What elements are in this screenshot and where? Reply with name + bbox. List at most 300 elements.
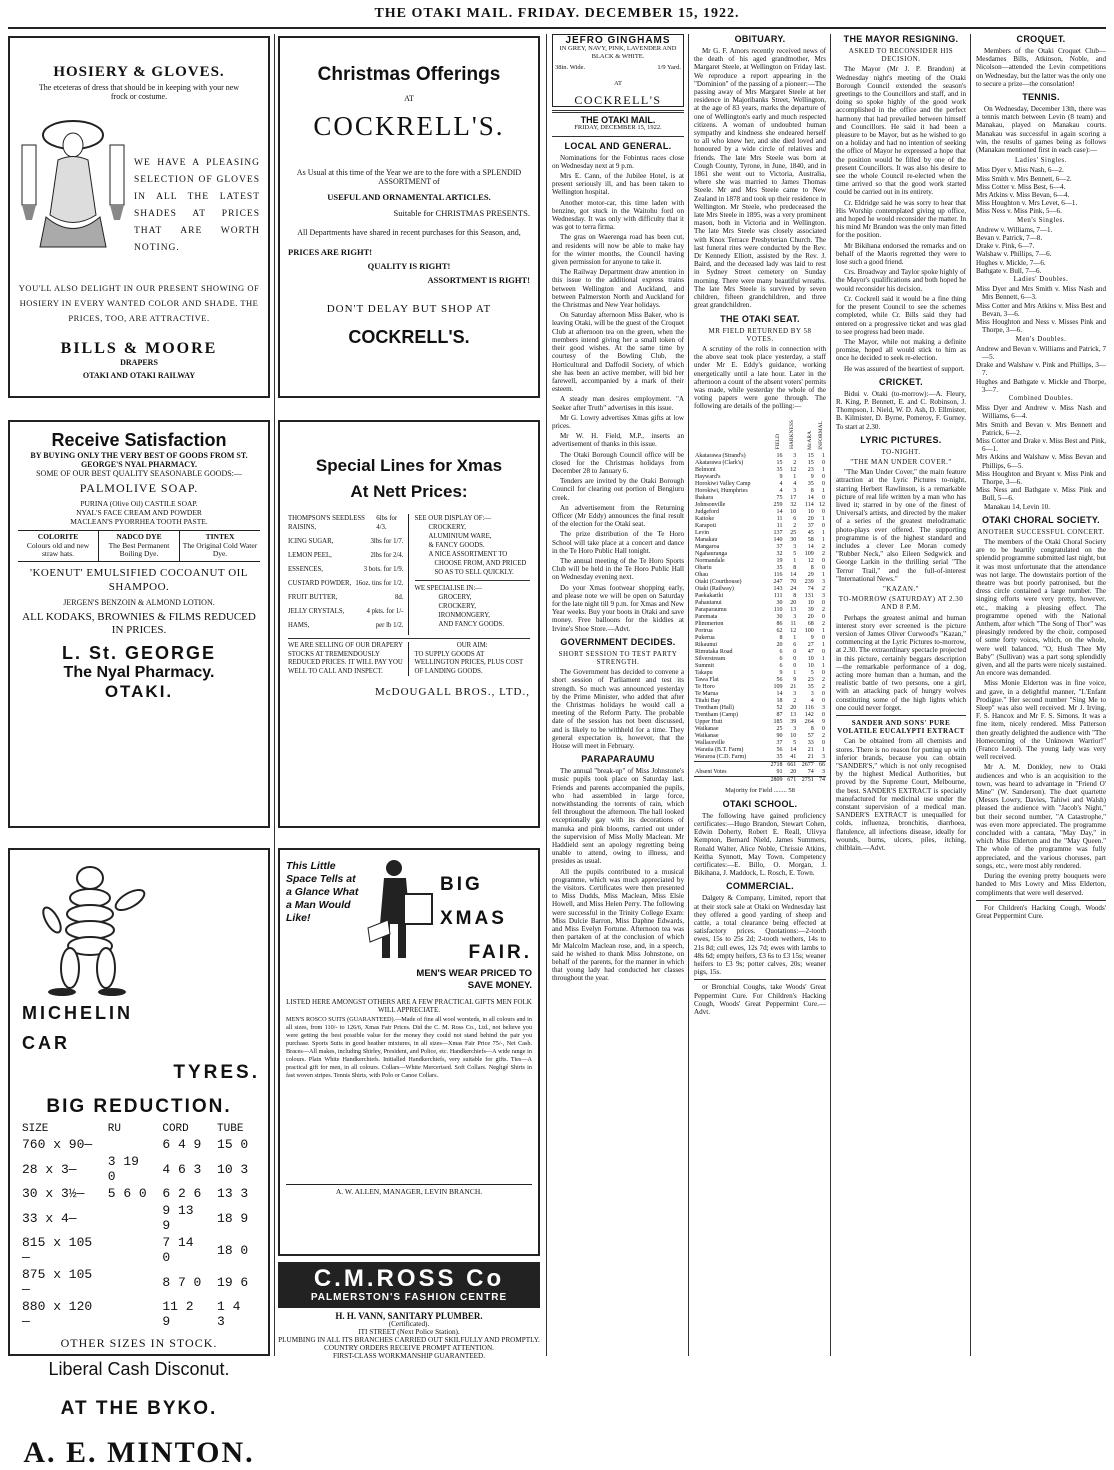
article-paragraph: On Saturday afternoon Miss Baker, who is leaving Otaki, will be the guest of the Croquet Club at afternoon tea on the green, when the members intend giving her a small token of their good wishes. At the same time by courtesy of the Bowling Club, the Horticultural and Daffodil Society, of which she has been an active member, will bid her farewell, accompanied by a mark of their esteem. xyxy=(552,311,684,394)
mens-wear: MEN'S WEAR PRICED TO SAVE MONEY. xyxy=(416,968,532,991)
price-cell: 875 x 105— xyxy=(22,1267,93,1297)
liberal-cash: Liberal Cash Disconut. xyxy=(48,1359,230,1379)
polling-cell: 3 xyxy=(822,753,825,760)
at-the-byko: AT THE BYKO. xyxy=(60,1398,218,1419)
price-cell: 18 0 xyxy=(217,1242,249,1258)
special-lines-ad xyxy=(278,420,540,828)
polling-cell: 56 xyxy=(776,676,783,683)
lady-illustration xyxy=(18,105,128,255)
polling-cell: 35 xyxy=(807,480,814,487)
special-item-name: THOMPSON'S SEEDLESS RAISINS, xyxy=(288,515,365,531)
polling-cell: 8 xyxy=(810,725,814,732)
polling-cell: 2 xyxy=(822,585,825,592)
special-item xyxy=(288,514,404,532)
polling-cell: 15 xyxy=(807,459,814,466)
local-paras xyxy=(552,154,684,633)
st-george: L. St. GEORGE xyxy=(61,642,216,663)
christmas-intro: As Usual at this time of the Year we are to the fore with a SPLENDID ASSORTMENT of xyxy=(296,168,522,186)
local-general-heading: LOCAL AND GENERAL. xyxy=(564,140,672,151)
polling-cell: 66 xyxy=(815,761,826,769)
article-paragraph: Mr Bikihana endorsed the remarks and on behalf of the Maoris regretted they were to lose such a good friend. xyxy=(836,241,966,267)
polling-cell: 8 xyxy=(793,592,797,599)
special-item-name: ESSENCES, xyxy=(288,566,323,573)
polling-cell: 0 xyxy=(793,648,797,655)
polling-cell: 15 xyxy=(776,459,783,466)
polling-cell: 32 xyxy=(776,550,783,557)
polling-cell: 37 xyxy=(807,522,814,529)
price-cell: 1 4 3 xyxy=(217,1299,241,1329)
polling-cell: Belmont xyxy=(695,466,716,473)
polling-cell: Ohariu xyxy=(695,564,712,571)
paper-name: THE OTAKI MAIL. xyxy=(580,115,656,126)
polling-row xyxy=(694,769,826,777)
price-cell: 11 2 9 xyxy=(162,1299,194,1329)
polling-cell: 109 xyxy=(773,683,783,690)
price-cell: 7 14 0 xyxy=(162,1235,194,1265)
polling-cell: 20 xyxy=(790,704,797,711)
article-paragraph: Cr. Cockrell said it would be a fine thing for the present Council to see the schemes completed, while Cr. Bills said they had entered on a progressive ticket and was glad to see progress had been made. xyxy=(836,294,966,336)
polling-row xyxy=(694,488,826,495)
polling-cell: 140 xyxy=(773,536,783,543)
polling-cell: 2 xyxy=(822,676,825,683)
polling-cell: 1 xyxy=(822,487,825,494)
polling-cell: 20 xyxy=(807,613,814,620)
polling-cell: 14 xyxy=(790,746,797,753)
fair-body: MEN'S ROSCO SUITS (GUARANTEED).—Made of fine all wool worsteds, in all colours and in all sizes, from 110/- to 126/6, Xmas Fair Prices. Did the C. M. Ross Co., Ltd., not believe you were getting the best possible value for the money they could not stand behind the pair you purchase. Sports Suits in good heather mixtures, in all sizes—Xmas Fair Price 75/-, Net Cash. Braces—All makes, including Shirley, President, and Police, etc. Handkerchiefs—A wide range in colours. Plain White Handkerchiefs. Initialled Handkerchiefs, very suitable for gifts. Ties—A practical gift for men, in all colours. Collars—White Mercerised. Soft Collars. Negligé Shirts in fast woven stripes. Tennis Shirts, with Polo or Canoe Collars. xyxy=(286,1016,532,1079)
dye-tintex: TINTEX The Original Cold Water Dye. xyxy=(182,532,258,558)
fair-manager: A. W. ALLEN, MANAGER, LEVIN BRANCH. xyxy=(286,1184,532,1196)
special-item xyxy=(288,621,404,630)
column-1 xyxy=(548,34,688,1356)
combined-doubles-heading: Combined Doubles. xyxy=(1008,393,1074,402)
polling-cell: 8 xyxy=(810,487,814,494)
polling-row xyxy=(694,628,826,635)
polling-cell: Plimmerton xyxy=(695,620,724,627)
column-4 xyxy=(972,34,1110,1356)
tennis-heading: TENNIS. xyxy=(1022,92,1060,103)
polling-cell: 2 xyxy=(822,543,825,550)
polling-cell: Te Horo xyxy=(695,683,715,690)
combined-doubles-list xyxy=(976,404,1106,502)
article-paragraph: During the evening pretty bouquets were handed to Mrs Lowry and Miss Elderton, compliments that were well deserved. xyxy=(976,872,1106,897)
match-result: Drake v. Pink, 6—7. xyxy=(976,242,1035,251)
jefro-wide: 38in. Wide. xyxy=(555,63,586,71)
michelin-price-table xyxy=(18,1122,260,1330)
polling-cell: 16 xyxy=(776,452,783,459)
polling-cell: 17 xyxy=(790,494,797,501)
listed-here: LISTED HERE AMONGST OTHERS ARE A FEW PRACTICAL GIFTS MEN FOLK WILL APPRECIATE. xyxy=(286,998,532,1014)
majority: Majority for Field ........ 58 xyxy=(725,786,795,794)
polling-row xyxy=(694,740,826,747)
christmas-quality: QUALITY IS RIGHT! xyxy=(367,261,451,271)
polling-cell: Rikaunui xyxy=(695,641,717,648)
christmas-at: AT xyxy=(404,94,414,103)
hosiery-delight: YOU'LL ALSO DELIGHT IN OUR PRESENT SHOWING OF HOSIERY IN EVERY WANTED COLOR AND SHADE. THE PRICES, TOO, ARE ATTRACTIVE. xyxy=(18,283,260,323)
special-item-price: 3lbs for 1/7. xyxy=(370,538,404,545)
lyric-para: "The Man Under Cover," the main feature attraction at the Lyric Pictures to-night, starring Herbert Rawlinson, is a remarkable picture of real life written by a man who has lived it; starred in by one of the finest of Universal's artists, and directed by the maker of a series of the greatest melodramatic photo-plays ever offered. The supporting programme is of the highest standard and includes a clever Lee Moran comedy "Rubber Neck," also Eileen Sedgwick and George Larkin in the thrilling serial "The Terror Trail," and the full-of-interest "International News." xyxy=(836,468,966,583)
polling-cell: 3 xyxy=(793,725,797,732)
polling-cell: 0 xyxy=(822,564,825,571)
match-result: Miss Dyer and Mrs Smith v. Miss Nash and Mrs Bennett, 6—3. xyxy=(976,285,1106,302)
article-paragraph: Mr G. Lowry advertises Xmas gifts at low prices. xyxy=(552,413,684,430)
article-paragraph: The gras on Waerenga road has been cut, and residents will now be able to make hay for the winter months, the Council having given permission for anyone to take it. xyxy=(552,233,684,267)
polling-cell: 0 xyxy=(822,669,825,676)
polling-cell: 6 xyxy=(793,641,797,648)
special-item-name: JELLY CRYSTALS, xyxy=(288,608,345,615)
polling-cell: 111 xyxy=(773,592,783,599)
polling-cell: 35 xyxy=(776,564,783,571)
polling-cell: 74 xyxy=(815,776,826,784)
polling-cell: 3 xyxy=(810,690,814,697)
polling-cell: 37 xyxy=(776,739,783,746)
polling-cell: Upper Hutt xyxy=(695,718,723,725)
polling-row xyxy=(694,565,826,572)
polling-cell: 143 xyxy=(773,585,783,592)
polling-cell: 116 xyxy=(804,704,814,711)
polling-cell: 0 xyxy=(822,459,825,466)
polling-cell: 0 xyxy=(822,739,825,746)
special-items xyxy=(288,514,409,635)
polling-cell: 33 xyxy=(807,739,814,746)
polling-cell: Johnsonville xyxy=(695,501,726,508)
obituary-heading: OBITUARY. xyxy=(734,34,786,44)
christmas-delay: DON'T DELAY BUT SHOP AT xyxy=(326,303,492,315)
price-cell: 4 6 3 xyxy=(162,1161,202,1177)
polling-row xyxy=(694,719,826,726)
special-item xyxy=(288,579,404,588)
school-heading: OTAKI SCHOOL. xyxy=(722,798,798,809)
polling-cell: 1 xyxy=(822,515,825,522)
fair-fair: FAIR. xyxy=(468,942,532,963)
polling-cell: Pukerua xyxy=(695,634,715,641)
polling-cell: 11 xyxy=(790,620,797,627)
polling-cell: 25 xyxy=(790,529,797,536)
polling-cell: 2809 xyxy=(766,776,784,784)
polling-cell: 8 xyxy=(793,564,797,571)
polling-cell: 4 xyxy=(779,487,783,494)
croquet-heading: CROQUET. xyxy=(1016,34,1066,44)
special-item-price: 6lbs for 4/3. xyxy=(376,515,398,531)
polling-cell: 62 xyxy=(776,627,783,634)
polling-cell: 2 xyxy=(822,732,825,739)
polling-cell: 14 xyxy=(790,571,797,578)
polling-cell: 14 xyxy=(807,543,814,550)
polling-row xyxy=(694,684,826,691)
polling-cell: 10 xyxy=(790,732,797,739)
mens-doubles-list xyxy=(976,345,1106,394)
polling-cell: 21 xyxy=(807,753,814,760)
polling-cell: 1 xyxy=(822,529,825,536)
polling-cell: 0 xyxy=(822,473,825,480)
polling-cell xyxy=(694,776,766,784)
sanders-heading: SANDER AND SONS' PURE VOLATILE EUCALYPTI EXTRACT xyxy=(837,719,965,736)
price-cell: 33 x 4— xyxy=(22,1210,77,1226)
polling-cell: 6 xyxy=(779,655,783,662)
polling-row xyxy=(694,698,826,705)
special-item-name: LEMON PEEL, xyxy=(288,552,332,559)
christmas-shop: COCKRELL'S. xyxy=(313,111,505,141)
ae-minton: A. E. MINTON. xyxy=(23,1436,255,1469)
hosiery-subtitle: The etceteras of dress that should be in keeping with your new frock or costume. xyxy=(38,83,240,101)
man-under-cover: "THE MAN UNDER COVER." xyxy=(850,457,952,466)
ross-logo: C.M.ROSS Co xyxy=(313,1265,505,1292)
special-item-name: HAMS, xyxy=(288,622,310,629)
price-cell: 6 4 9 xyxy=(162,1137,202,1152)
polling-row xyxy=(694,670,826,677)
michelin-tyres: TYRES. xyxy=(173,1062,260,1083)
polling-row xyxy=(694,607,826,614)
polling-row xyxy=(694,747,826,754)
price-cell: 13 3 xyxy=(217,1186,249,1201)
polling-cell: 3 xyxy=(793,452,797,459)
price-cell: 5 6 0 xyxy=(107,1186,147,1201)
polling-row xyxy=(694,530,826,537)
hosiery-place: OTAKI AND OTAKI RAILWAY xyxy=(82,371,196,380)
polling-cell: 0 xyxy=(822,648,825,655)
polling-cell: Paremata xyxy=(695,613,718,620)
polling-cell: 0 xyxy=(822,690,825,697)
polling-cell: 8 xyxy=(779,634,783,641)
price-cell xyxy=(104,1234,159,1266)
polling-cell: 4 xyxy=(793,480,797,487)
polling-row xyxy=(694,691,826,698)
polling-cell: 12 xyxy=(790,627,797,634)
polling-cell: 1 xyxy=(822,662,825,669)
bills-moore: BILLS & MOORE xyxy=(60,340,218,357)
polling-cell: Wallaceville xyxy=(695,739,725,746)
article-paragraph: All the pupils contributed to a musical programme, which was much appreciated by the visitors. Certificates were then presented to Miss Dudds, Miss Maclean, Miss Elsie Howell, and Miss Helen Perry. The following were successful in the Trinity College Exam: Miss Dulcie Barron, Miss Daphne Edwards, and Miss Evelyn Fortune. Afternoon tea was then partaken of at the conclusion of which Mr Malcolm Maclean rose, and, in a speech, said he wished to thank Miss Johnstone, on behalf of the parents, for the manner in which that young lady had conducted her classes throughout the year. xyxy=(552,867,684,983)
polling-cell: 0 xyxy=(822,697,825,704)
polling-cell: 37 xyxy=(776,543,783,550)
polling-cell: 1 xyxy=(822,627,825,634)
palmolive: PALMOLIVE SOAP. xyxy=(79,481,199,495)
vann-l1: PLUMBING IN ALL ITS BRANCHES CARRIED OUT SKILFULLY AND PROMPTLY. xyxy=(278,1336,540,1344)
polling-row xyxy=(694,677,826,684)
match-result: Andrew and Bevan v. Williams and Patrick, 7—5. xyxy=(976,344,1106,361)
polling-row xyxy=(694,614,826,621)
polling-cell: 0 xyxy=(793,662,797,669)
receive-l3: PURINA (Olive Oil) CASTILE SOAP. xyxy=(80,499,198,508)
polling-cell: 1 xyxy=(822,466,825,473)
special-display xyxy=(415,523,531,577)
ladies-singles-list xyxy=(976,166,1106,215)
polling-cell: Absent Votes xyxy=(695,768,727,775)
display-title: SEE OUR DISPLAY OF:— xyxy=(414,515,492,522)
display-item: A NICE ASSORTMENT TO CHOOSE FROM, AND PRICED SO AS TO SELL QUICKLY. xyxy=(428,551,527,576)
display-item: ALUMINIUM WARE, xyxy=(428,533,492,540)
price-cell xyxy=(104,1202,159,1234)
price-row xyxy=(18,1266,260,1298)
polling-cell: Rimutaka Road xyxy=(695,648,733,655)
polling-cell: 661 xyxy=(783,761,797,769)
polling-cell: 0 xyxy=(822,557,825,564)
match-result: Miss Ness and Bathgate v. Miss Pink and Bull, 5—6. xyxy=(976,486,1106,503)
christmas-depts: All Departments have shared in recent purchases for this Season, and, xyxy=(297,228,521,237)
mayor-paras xyxy=(836,65,966,372)
michelin-ad xyxy=(8,848,270,1469)
match-result: Miss Houghton v. Mrs Levet, 6—1. xyxy=(976,199,1078,208)
polling-cell: Ngahauranga xyxy=(695,550,727,557)
polling-row xyxy=(694,726,826,733)
mens-doubles-heading: Men's Doubles. xyxy=(1015,334,1067,343)
polling-cell: 0 xyxy=(822,494,825,501)
polling-cell: 19 xyxy=(776,557,783,564)
tennis-para: On Wednesday, December 13th, there was a tennis match between Levin (8 team) and Manakau, played on Manakau courts. Manakau was successful in again scoring a win, the results of games being as follows (Manakau mentioned first in each case):— xyxy=(976,105,1106,155)
polling-cell: 6 xyxy=(793,515,797,522)
polling-cell: Judgeford xyxy=(695,508,719,515)
polling-cell: Paraparaumu xyxy=(695,606,727,613)
polling-cell: 2 xyxy=(793,697,797,704)
masthead: THE OTAKI MAIL. FRIDAY. DECEMBER 15, 1922. xyxy=(374,6,740,21)
polling-cell: 12 xyxy=(807,557,814,564)
nyal-pharmacy: The Nyal Pharmacy. xyxy=(63,663,215,681)
polling-cell: 2 xyxy=(793,459,797,466)
polling-cell: 20 xyxy=(776,641,783,648)
polling-cell: 21 xyxy=(790,683,797,690)
polling-cell: 30 xyxy=(776,613,783,620)
mayor-sub: ASKED TO RECONSIDER HIS DECISION. xyxy=(848,47,954,64)
polling-cell: 12 xyxy=(819,501,825,508)
polling-cell: 0 xyxy=(822,613,825,620)
article-paragraph: Mrs E. Cann, of the Jubilee Hotel, is at present seriously ill, and has been taken to Wellington hospital. xyxy=(552,172,684,197)
polling-cell xyxy=(694,761,766,769)
polling-cell: 30 xyxy=(776,599,783,606)
polling-cell: Otaki (Railway) xyxy=(695,585,734,592)
seat-heading: THE OTAKI SEAT. xyxy=(720,313,800,324)
polling-cell: 9 xyxy=(822,718,825,725)
polling-row xyxy=(694,558,826,565)
polling-cell: 114 xyxy=(804,501,814,508)
michelin-title: MICHELIN CAR xyxy=(22,1003,133,1053)
polling-cell: Porirua xyxy=(695,627,713,634)
polling-cell: 86 xyxy=(776,620,783,627)
price-row xyxy=(18,1298,260,1330)
polling-row xyxy=(694,754,826,762)
match-result: Miss Dyer v. Miss Nash, 6—2. xyxy=(976,166,1064,175)
receive-satisfaction-ad xyxy=(8,420,270,828)
specialise-item: IRONMONGERY, xyxy=(438,612,490,619)
special-item xyxy=(288,565,404,574)
polling-cell: Trentham (Hall) xyxy=(695,704,734,711)
polling-cell: 25 xyxy=(776,725,783,732)
price-cell: 9 13 9 xyxy=(162,1203,194,1233)
match-result: Miss Houghton and Bryant v. Miss Pink and Thorpe, 3—6. xyxy=(976,469,1106,486)
article-paragraph: A steady man desires employment. "A Seeker after Truth" advertises in this issue. xyxy=(552,395,684,412)
polling-row xyxy=(694,593,826,600)
price-cell xyxy=(104,1298,159,1330)
price-cell: 18 9 xyxy=(217,1210,249,1226)
article-paragraph: Nominations for the Fobintus races close on Wednesday next at 9 p.m. xyxy=(552,153,684,170)
special-item-price: 2lbs for 2/4. xyxy=(370,552,404,559)
polling-cell: Summit xyxy=(695,662,715,669)
polling-cell: 671 xyxy=(783,776,797,784)
polling-cell: 4 xyxy=(779,480,783,487)
receive-title: Receive Satisfaction xyxy=(51,430,227,450)
lyric-tonight: TO-NIGHT. xyxy=(881,447,921,456)
children-advt: For Children's Hacking Cough, Woods' Great Peppermint Cure. xyxy=(976,903,1106,920)
hosiery-role: DRAPERS xyxy=(120,358,158,367)
polling-cell: 1 xyxy=(822,571,825,578)
vann-addr: ITI STREET (Next Police Station). xyxy=(358,1328,460,1336)
polling-row xyxy=(694,523,826,530)
mcdougall: McDOUGALL BROS., LTD., xyxy=(374,686,530,698)
match-result: Miss Cotter and Drake v. Miss Best and Pink, 6—1. xyxy=(976,436,1106,454)
polling-cell: 11 xyxy=(776,515,783,522)
match-result: Drake and Walshaw v. Pink and Phillips, 3—7. xyxy=(976,361,1106,378)
polling-cell: Karapoti xyxy=(695,522,716,529)
polling-cell: 52 xyxy=(776,704,783,711)
jefro-at: AT xyxy=(614,79,622,87)
polling-cell: 11 xyxy=(776,522,783,529)
polling-cell: 5 xyxy=(810,669,814,676)
polling-cell: 1 xyxy=(822,641,825,648)
polling-row xyxy=(694,761,826,769)
price-row xyxy=(18,1153,260,1185)
christmas-suitable: Suitable for CHRISTMAS PRESENTS. xyxy=(393,208,530,218)
polling-cell: 2718 xyxy=(766,761,784,769)
special-item xyxy=(288,593,404,602)
special-drapery: WE ARE SELLING OF OUR DRAPERY STOCKS AT TREMENDOUSLY REDUCED PRICES. IT WILL PAY YOU WELL TO CALL AND INSPECT. xyxy=(288,642,409,676)
polling-cell: 1 xyxy=(793,669,797,676)
price-row xyxy=(18,1136,260,1153)
special-item-price: 3 bots. for 1/9. xyxy=(363,566,404,573)
polling-cell: 12 xyxy=(790,466,797,473)
polling-cell: Mangaroa xyxy=(695,543,720,550)
choral-heading: OTAKI CHORAL SOCIETY. xyxy=(982,514,1100,525)
hosiery-title: HOSIERY & GLOVES. xyxy=(53,64,225,80)
polling-cell: Akatarawa (Clark's) xyxy=(695,459,744,466)
ladies-singles-heading: Ladies' Singles. xyxy=(1014,156,1068,165)
polling-cell: 1 xyxy=(793,634,797,641)
polling-cell: 2 xyxy=(793,522,797,529)
polling-row xyxy=(694,733,826,740)
polling-cell: 110 xyxy=(773,606,783,613)
polling-row xyxy=(694,537,826,544)
receive-town: OTAKI. xyxy=(104,681,174,701)
polling-cell: 0 xyxy=(822,599,825,606)
polling-cell: 75 xyxy=(776,494,783,501)
govt-sub: SHORT SESSION TO TEST PARTY STRENGTH. xyxy=(558,649,678,666)
vann-ad xyxy=(278,1311,540,1360)
xmas-fair-ad xyxy=(278,848,540,1256)
polling-cell: 18 xyxy=(776,697,783,704)
polling-row xyxy=(694,649,826,656)
polling-row xyxy=(694,776,826,784)
paraparaumu-heading: PARAPARAUMU xyxy=(581,754,655,765)
polling-cell: 56 xyxy=(776,746,783,753)
match-result: Mrs Atkins and Walshaw v. Miss Bevan and Phillips, 6—5. xyxy=(976,453,1106,470)
polling-cell: 32 xyxy=(790,501,797,508)
polling-cell: Kaitoke xyxy=(695,515,714,522)
little-space: This Little Space Tells at a Glance What a Man Would Like! xyxy=(286,860,359,924)
polling-cell: 74 xyxy=(807,585,814,592)
match-result: Miss Ness v. Miss Pink, 5—6. xyxy=(976,207,1062,216)
mens-singles-heading: Men's Singles. xyxy=(1017,215,1065,224)
polling-cell: Levin xyxy=(695,529,709,536)
commercial-heading: COMMERCIAL. xyxy=(726,881,794,892)
polling-row xyxy=(694,586,826,593)
polling-cell: 10 xyxy=(807,655,814,662)
special-item-price: 16oz. tins for 1/2. xyxy=(355,580,404,587)
receive-l5: MACLEAN'S PYORRHEA TOOTH PASTE. xyxy=(70,517,208,526)
polling-cell: 1 xyxy=(793,473,797,480)
polling-cell: 2 xyxy=(822,550,825,557)
price-cell: 28 x 3— xyxy=(22,1161,77,1177)
christmas-shop2: COCKRELL'S. xyxy=(348,327,470,347)
polling-cell: Trentham (Camp) xyxy=(695,711,738,718)
jefro-shop: COCKRELL'S xyxy=(574,93,662,108)
mens-singles-list xyxy=(976,226,1106,275)
